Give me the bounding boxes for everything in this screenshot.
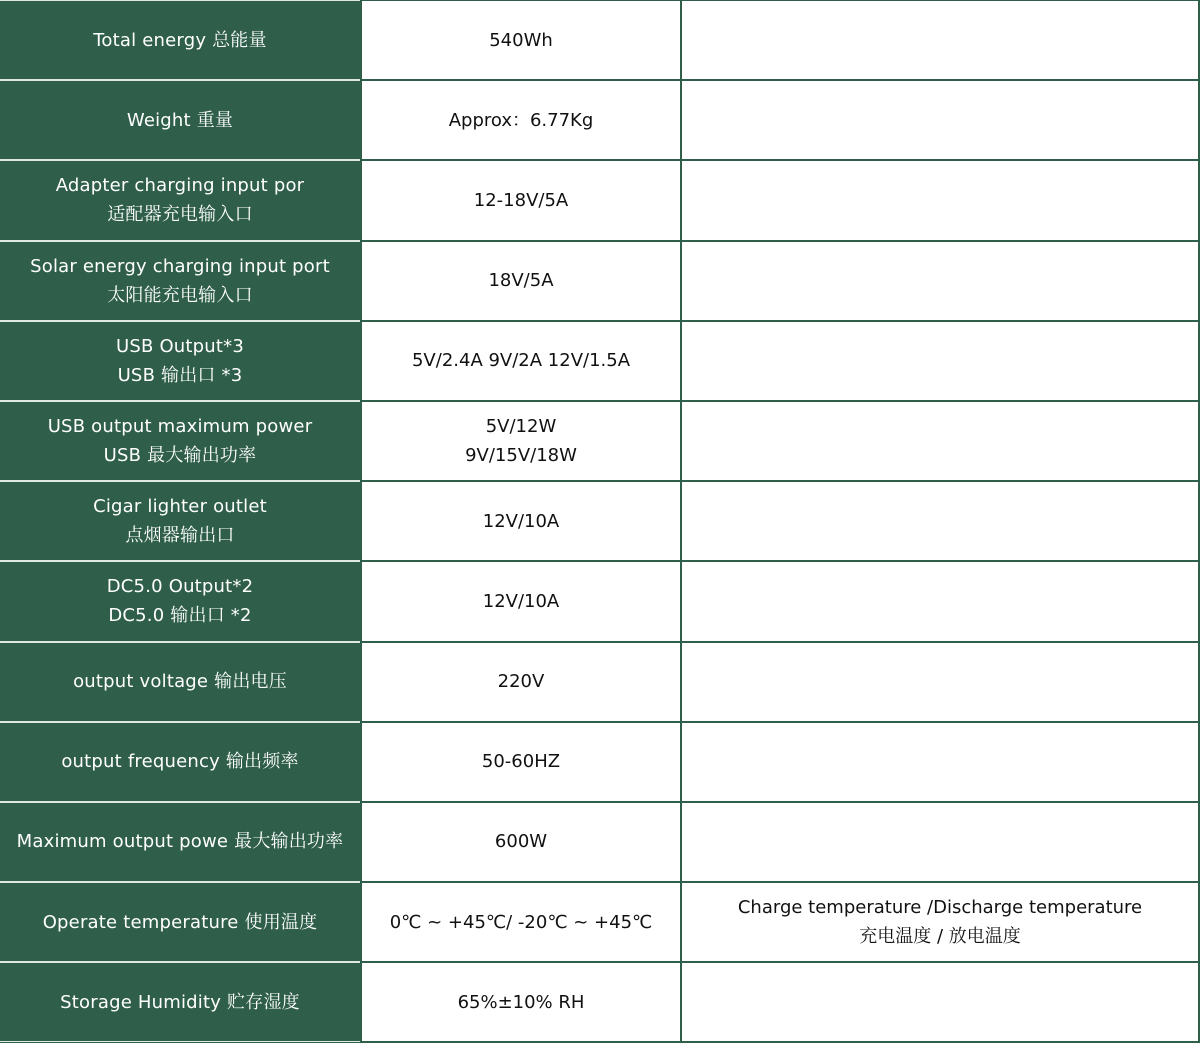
spec-note-cell (680, 962, 1200, 1042)
spec-row (0, 0, 1200, 80)
spec-label-text: 适配器充电输入口 (107, 204, 253, 226)
spec-row (0, 882, 1200, 962)
spec-value-cell (360, 722, 680, 802)
spec-row (0, 241, 1200, 321)
spec-row (0, 160, 1200, 240)
spec-label-cell (0, 401, 360, 481)
spec-label-cell (0, 481, 360, 561)
spec-label-text: Solar energy charging input port (30, 255, 330, 277)
spec-row (0, 80, 1200, 160)
spec-value-text: 65%±10% RH (457, 991, 585, 1013)
spec-label-text: output frequency 输出频率 (61, 751, 299, 773)
spec-row (0, 962, 1200, 1042)
spec-note-cell (680, 241, 1200, 321)
spec-value-cell (360, 882, 680, 962)
spec-label-cell (0, 882, 360, 962)
spec-label-text: Storage Humidity 贮存湿度 (60, 991, 300, 1013)
spec-value-text: 0℃ ~ +45℃/ -20℃ ~ +45℃ (389, 911, 653, 933)
spec-note-cell (680, 160, 1200, 240)
spec-row (0, 642, 1200, 722)
spec-label-cell (0, 802, 360, 882)
spec-label-text: 太阳能充电输入口 (107, 284, 253, 306)
spec-value-text: 540Wh (489, 29, 553, 51)
spec-note-text: Charge temperature /Discharge temperature (737, 897, 1143, 919)
spec-value-text: 220V (497, 671, 545, 693)
spec-value-cell (360, 321, 680, 401)
spec-row (0, 802, 1200, 882)
spec-label-text: USB 输出口 *3 (117, 364, 243, 386)
spec-label-cell (0, 0, 360, 80)
spec-note-cell (680, 481, 1200, 561)
spec-value-text: 50-60HZ (481, 751, 561, 773)
spec-label-cell (0, 642, 360, 722)
spec-value-cell (360, 962, 680, 1042)
spec-value-text: 9V/15V/18W (465, 445, 577, 467)
spec-label-text: Operate temperature 使用温度 (42, 911, 318, 933)
spec-label-cell (0, 80, 360, 160)
spec-row (0, 481, 1200, 561)
spec-note-cell (680, 882, 1200, 962)
spec-value-text: 12V/10A (482, 510, 560, 532)
spec-value-cell (360, 160, 680, 240)
spec-label-text: Cigar lighter outlet (93, 496, 267, 518)
spec-row (0, 722, 1200, 802)
spec-label-cell (0, 962, 360, 1042)
spec-label-cell (0, 722, 360, 802)
spec-value-cell (360, 642, 680, 722)
spec-label-text: USB output maximum power (47, 416, 313, 438)
spec-value-text: 12V/10A (482, 590, 560, 612)
spec-label-text: DC5.0 输出口 *2 (108, 605, 252, 627)
spec-note-cell (680, 401, 1200, 481)
spec-label-text: 点烟器输出口 (125, 525, 235, 547)
spec-label-text: Total energy 总能量 (93, 29, 267, 51)
spec-label-cell (0, 241, 360, 321)
spec-label-text: USB 最大输出功率 (103, 445, 257, 467)
spec-value-text: Approx：6.77Kg (448, 109, 594, 131)
spec-value-cell (360, 802, 680, 882)
spec-label-text: Maximum output powe 最大输出功率 (16, 831, 344, 853)
spec-value-cell (360, 401, 680, 481)
spec-note-cell (680, 0, 1200, 80)
spec-value-text: 12-18V/5A (473, 189, 569, 211)
spec-value-cell (360, 0, 680, 80)
spec-note-cell (680, 80, 1200, 160)
spec-label-text: output voltage 输出电压 (73, 671, 287, 693)
spec-note-cell (680, 722, 1200, 802)
spec-value-text: 18V/5A (488, 270, 554, 292)
spec-row (0, 321, 1200, 401)
spec-value-text: 5V/12W (485, 416, 557, 438)
spec-row (0, 561, 1200, 641)
spec-label-cell (0, 561, 360, 641)
spec-value-cell (360, 481, 680, 561)
spec-label-text: Weight 重量 (126, 109, 234, 131)
spec-label-cell (0, 321, 360, 401)
spec-value-text: 5V/2.4A 9V/2A 12V/1.5A (411, 350, 631, 372)
spec-note-cell (680, 802, 1200, 882)
spec-value-cell (360, 561, 680, 641)
spec-value-cell (360, 80, 680, 160)
spec-value-cell (360, 241, 680, 321)
spec-note-text: 充电温度 / 放电温度 (859, 926, 1021, 948)
spec-row (0, 401, 1200, 481)
spec-label-text: DC5.0 Output*2 (106, 576, 254, 598)
spec-note-cell (680, 321, 1200, 401)
spec-label-text: USB Output*3 (115, 335, 245, 357)
spec-label-text: Adapter charging input por (55, 175, 305, 197)
spec-note-cell (680, 642, 1200, 722)
spec-label-cell (0, 160, 360, 240)
spec-note-cell (680, 561, 1200, 641)
spec-value-text: 600W (494, 831, 548, 853)
